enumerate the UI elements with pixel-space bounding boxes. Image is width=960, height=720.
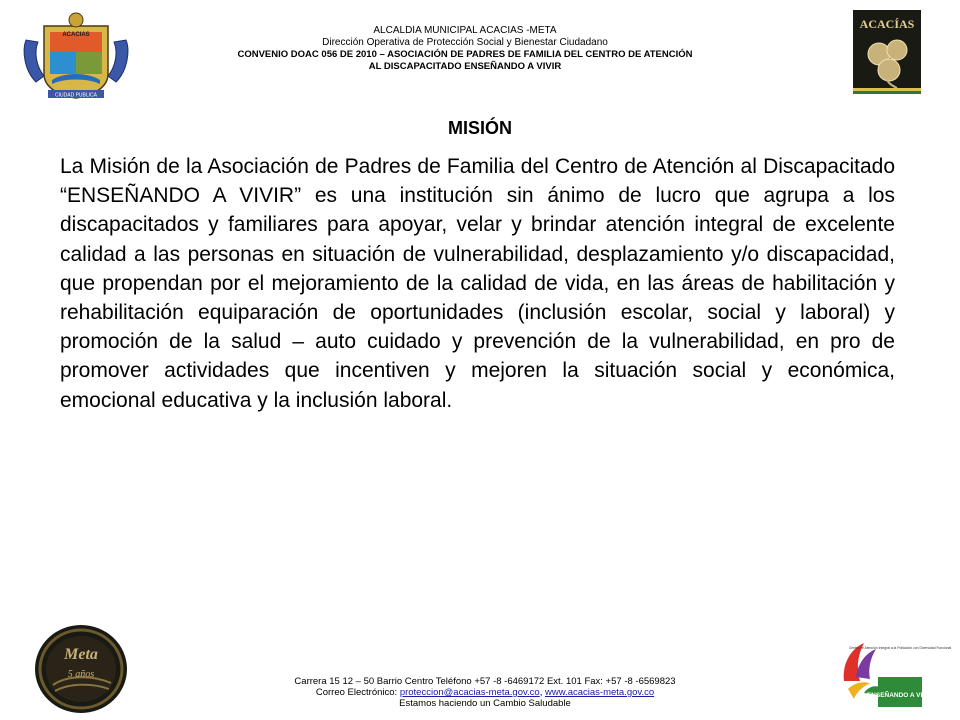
footer-contact-line: Correo Electrónico: proteccion@acacias-meta.gov.co, www.acacias-meta.gov.co [315, 687, 655, 698]
footer-website-link[interactable]: www.acacias-meta.gov.co [545, 687, 655, 698]
section-title: MISIÓN [447, 118, 512, 138]
acacias-anniversary-logo [853, 10, 921, 94]
coat-of-arms-banner: CIUDAD PUBLICA [55, 92, 97, 99]
footer-slogan: Estamos haciendo un Cambio Saludable [399, 698, 571, 709]
header-line-center: AL DISCAPACITADO ENSEÑANDO A VIVIR [368, 61, 562, 72]
meta-anniversary-seal [33, 623, 130, 715]
header-line-municipality: ALCALDIA MUNICIPAL ACACIAS -META [373, 25, 557, 36]
seal-title: Meta [64, 646, 98, 663]
center-logo-caption: Centro de Atención Integral a la Población con Diversidad Funcional [848, 646, 952, 650]
acacias-logo-text: ACACÍAS [859, 17, 915, 31]
center-logo-name: ENSEÑANDO A VIVIR [866, 692, 934, 699]
document-header [150, 25, 780, 73]
document-footer [200, 676, 770, 709]
header-line-agreement: CONVENIO DOAC 056 DE 2010 – ASOCIACIÓN DE PADRES DE FAMILIA DEL CENTRO DE ATENCIÓN [237, 49, 693, 60]
seal-years: 5 años [67, 669, 95, 680]
ensenando-a-vivir-logo [838, 637, 952, 711]
coat-of-arms-caption: ACACIAS [62, 32, 90, 38]
footer-email-link[interactable]: proteccion@acacias-meta.gov.co [399, 687, 540, 698]
footer-email-label: Correo Electrónico: [315, 687, 398, 698]
municipal-coat-of-arms-logo [22, 10, 130, 102]
mission-paragraph: La Misión de la Asociación de Padres de Familia del Centro de Atención al Discapacitado “ENSEÑANDO A VIVIR” es una institución sin ánimo de lucro que agrupa a los discapacitados y familiares para apoyar, velar y brindar atención integral de excelente calidad a las personas en situación de vulnerabilidad, desplazamiento y/o discapacidad, que propendan por el mejoramiento de la calidad de vida, en las áreas de habilitación y rehabilitación equiparación de oportunidades (inclusión escolar, social y laboral) y promoción de la salud – auto cuidado y prevención de la vulnerabilidad, en pro de promover actividades que incentiven y mejoren la situación social y económica, emocional educativa y la inclusión laboral. [60, 155, 895, 412]
header-line-direction: Dirección Operativa de Protección Social y Bienestar Ciudadano [322, 37, 608, 48]
footer-address: Carrera 15 12 – 50 Barrio Centro Teléfono +57 -8 -6469172 Ext. 101 Fax: +57 -8 -6569823 [294, 676, 676, 687]
